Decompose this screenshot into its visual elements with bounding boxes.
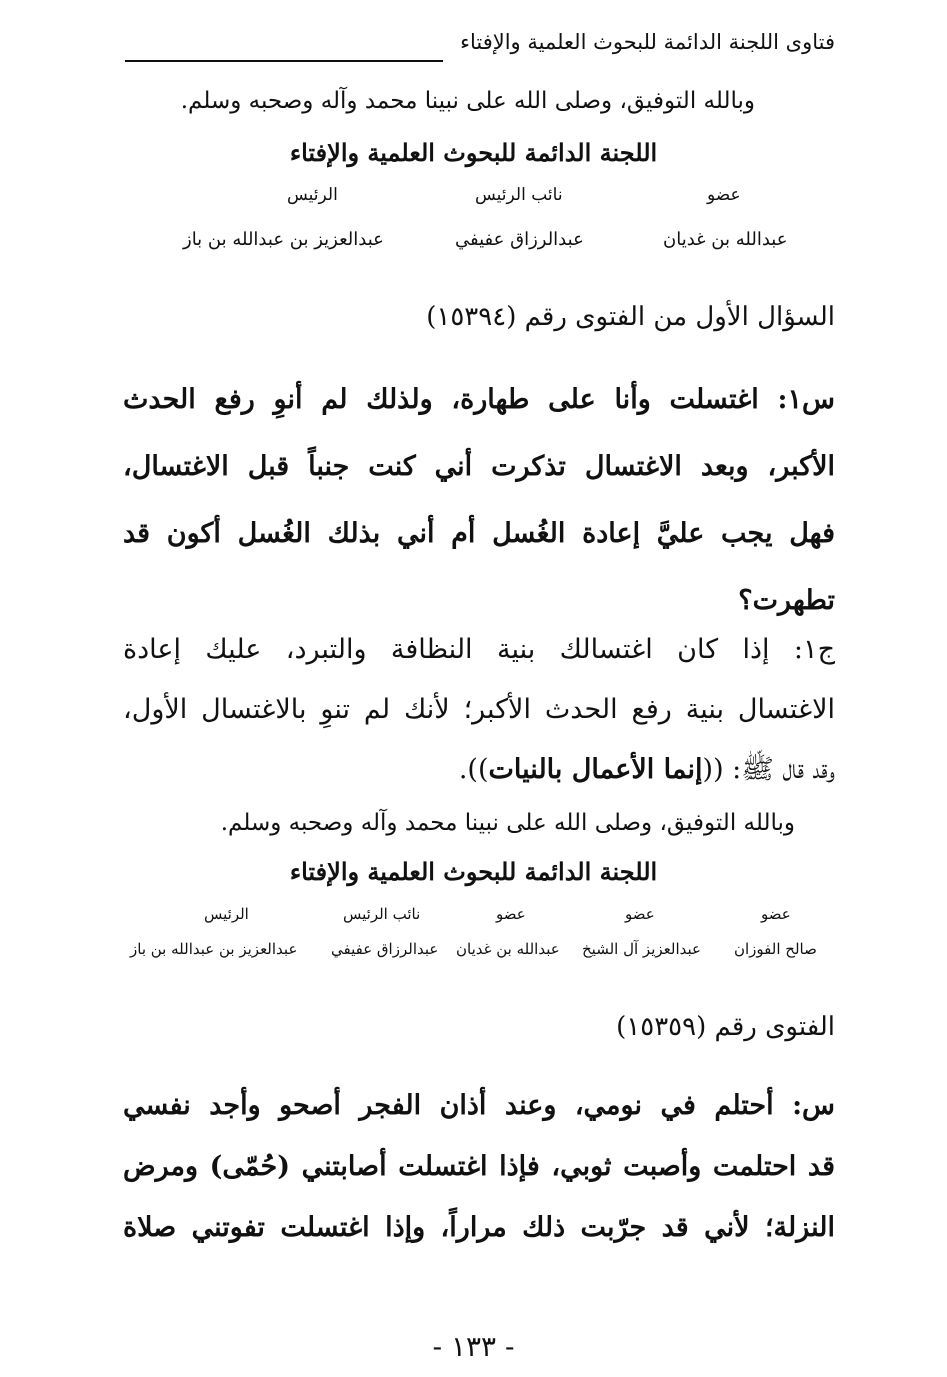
hadith-quote: إنما الأعمال بالنيات [488, 754, 703, 785]
signatory-name: عبدالله بن غديان [456, 940, 560, 958]
question-line: تطهرت؟ [738, 585, 835, 616]
question-line: س: أحتلم في نومي، وعند أذان الفجر أصحو وأجد نفسي [123, 1090, 835, 1121]
signatory-name: عبدالله بن غديان [663, 229, 788, 250]
page-number: - ١٣٣ - [432, 1330, 515, 1363]
signatory-role: نائب الرئيس [475, 185, 563, 205]
closing-line-2: وبالله التوفيق، وصلى الله على نبينا محمد وآله وصحبه وسلم. [220, 810, 795, 836]
question-2 [123, 1075, 835, 1258]
fatwa-reference-2: الفتوى رقم (١٥٣٥٩) [616, 1012, 835, 1042]
signatory-name: عبدالرزاق عفيفي [331, 940, 439, 958]
signatory-name: عبدالعزيز بن عبدالله بن باز [130, 940, 298, 958]
signatory-role: نائب الرئيس [343, 905, 421, 923]
signatory-role: الرئيس [287, 185, 338, 205]
answer-line: الاغتسال بنية رفع الحدث الأكبر؛ لأنك لم تنوِ بالاغتسال الأول، [123, 694, 835, 725]
answer-1 [123, 620, 835, 800]
committee-title-2: اللجنة الدائمة للبحوث العلمية والإفتاء [289, 857, 658, 886]
question-line: قد احتلمت وأصبت ثوبي، فإذا اغتسلت أصابتني (حُمّى) ومرض [123, 1151, 835, 1182]
question-line: النزلة؛ لأني قد جرّبت ذلك مراراً، وإذا اغتسلت تفوتني صلاة [123, 1212, 835, 1243]
signatory-role: عضو [707, 185, 741, 205]
committee-title-1: اللجنة الدائمة للبحوث العلمية والإفتاء [289, 138, 658, 167]
question-line: الأكبر، وبعد الاغتسال تذكرت أني كنت جنباً قبل الاغتسال، [123, 451, 835, 482]
signatory-name: صالح الفوزان [734, 940, 817, 958]
question-line: س١: اغتسلت وأنا على طهارة، ولذلك لم أنوِ رفع الحدث [123, 384, 835, 415]
header-rule [125, 60, 443, 62]
answer-line [123, 740, 835, 800]
fatwa-reference-1: السؤال الأول من الفتوى رقم (١٥٣٩٤) [426, 302, 835, 332]
running-header: فتاوى اللجنة الدائمة للبحوث العلمية والإفتاء [460, 30, 835, 54]
signatory-role: عضو [625, 905, 655, 923]
answer-suffix: )). [458, 754, 489, 785]
question-1 [123, 366, 835, 634]
signatory-name: عبدالعزيز آل الشيخ [582, 940, 701, 958]
closing-line-1: وبالله التوفيق، وصلى الله على نبينا محمد وآله وصحبه وسلم. [180, 88, 755, 114]
signatory-role: الرئيس [204, 905, 249, 923]
signatory-name: عبدالعزيز بن عبدالله بن باز [183, 229, 384, 250]
signatory-role: عضو [761, 905, 791, 923]
signatory-name: عبدالرزاق عفيفي [455, 229, 584, 250]
signatory-role: عضو [496, 905, 526, 923]
answer-prefix: وقد قال ﷺ: (( [702, 754, 835, 785]
answer-line: ج١: إذا كان اغتسالك بنية النظافة والتبرد، عليك إعادة [123, 634, 835, 665]
question-line: فهل يجب عليَّ إعادة الغُسل أم أني بذلك الغُسل أكون قد [123, 518, 835, 549]
